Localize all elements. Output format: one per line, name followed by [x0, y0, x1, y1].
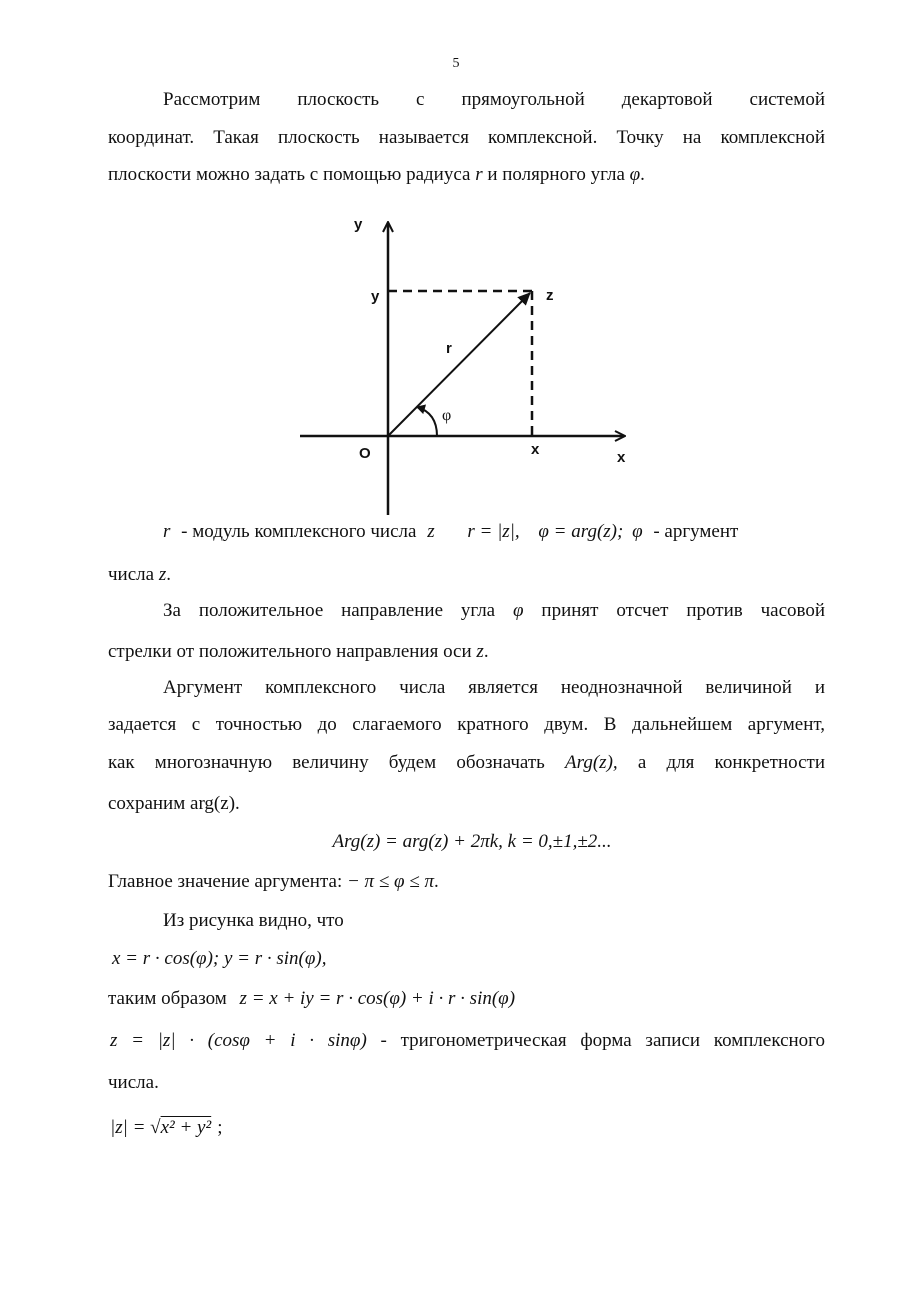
- y-axis-label: y: [354, 216, 363, 233]
- radius-symbol: r: [475, 164, 483, 185]
- x-axis-label: x: [617, 449, 626, 466]
- z-symbol: z: [427, 521, 435, 542]
- z-symbol: z: [476, 641, 484, 662]
- trig-text: - тригонометрическая форма записи комплексного: [380, 1030, 825, 1051]
- direction-end: .: [483, 641, 489, 662]
- conclusion-text: таким образом: [108, 988, 227, 1009]
- argument-text: сохраним: [108, 793, 186, 814]
- angle-arc: [417, 407, 437, 436]
- argument-text: как многозначную величину будем обозначать: [108, 752, 545, 773]
- argument-text: - аргумент: [653, 521, 739, 542]
- z-point-label: z: [546, 287, 554, 304]
- argument-line-3: [108, 751, 825, 775]
- argument-formula: φ = arg(z);: [538, 521, 624, 542]
- z-symbol: z: [158, 564, 167, 585]
- conclusion-line-5: числа.: [108, 1072, 159, 1093]
- page-number: 5: [452, 56, 460, 71]
- modulus-end: ;: [217, 1117, 223, 1138]
- modulus-end: .: [166, 564, 171, 585]
- r-label: r: [446, 340, 452, 357]
- complex-plane-figure: [290, 205, 640, 520]
- argument-end: .: [235, 793, 240, 814]
- Arg-formula: Arg(z),: [565, 752, 618, 773]
- modulus-lhs: |z| = √: [110, 1117, 161, 1138]
- conclusion-line-1: Из рисунка видно, что: [163, 910, 344, 931]
- principal-end: .: [433, 871, 439, 892]
- trig-form-line: [110, 1029, 825, 1053]
- modulus-text: числа: [108, 564, 155, 585]
- y-tick-label: y: [371, 288, 380, 305]
- direction-text: За положительное направление угла: [163, 600, 496, 621]
- sqrt-radicand: x² + y²: [160, 1117, 212, 1138]
- modulus-formula-line: [110, 1116, 827, 1140]
- angle-symbol: φ: [629, 164, 641, 185]
- direction-text: принят отсчет против часовой: [541, 600, 826, 621]
- modulus-text: - модуль комплексного числа: [181, 521, 417, 542]
- xy-formula: x = r · cos(φ); y = r · sin(φ),: [112, 948, 327, 969]
- argument-formula: Arg(z) = arg(z) + 2πk, k = 0,±1,±2...: [332, 831, 612, 852]
- phi-symbol: φ: [513, 600, 524, 621]
- phi-symbol: φ: [632, 521, 643, 542]
- intro-line-2: координат. Такая плоскость называется комплексной. Точку на комплексной: [108, 127, 825, 148]
- direction-line-2: [108, 640, 825, 664]
- argument-line-1: Аргумент комплексного числа является неоднозначной величиной и: [163, 677, 825, 698]
- argument-line-2: задается с точностью до слагаемого кратного двум. В дальнейшем аргумент,: [108, 714, 825, 735]
- argument-text: а для конкретности: [637, 752, 825, 773]
- principal-text: Главное значение аргумента:: [108, 871, 343, 892]
- argument-line-4: [108, 792, 825, 816]
- origin-label: O: [359, 445, 371, 462]
- principal-value-line: [108, 870, 825, 894]
- intro-text: и полярного угла: [487, 164, 625, 185]
- direction-text: стрелки от положительного направления оси: [108, 641, 472, 662]
- r-symbol: r: [163, 521, 171, 542]
- intro-line-1: Рассмотрим плоскость с прямоугольной декартовой системой: [163, 89, 825, 110]
- modulus-line-2: [108, 563, 825, 587]
- intro-text: плоскости можно задать с помощью радиуса: [108, 164, 471, 185]
- arg-formula: arg(z): [190, 793, 236, 814]
- principal-formula: − π ≤ φ ≤ π: [346, 871, 434, 892]
- modulus-formula: r = |z|,: [467, 521, 520, 542]
- algebraic-formula: z = x + iy = r · cos(φ) + i · r · sin(φ): [239, 988, 516, 1009]
- intro-line-3: [108, 163, 825, 187]
- intro-end: .: [640, 164, 645, 185]
- x-tick-label: x: [531, 441, 540, 458]
- modulus-line-1: [163, 520, 825, 544]
- radius-vector: [388, 293, 530, 436]
- algebraic-form-line: [108, 987, 825, 1011]
- trig-formula: z = |z| · (cosφ + i · sinφ): [110, 1030, 367, 1051]
- phi-label: φ: [442, 407, 452, 424]
- direction-line-1: [163, 599, 825, 623]
